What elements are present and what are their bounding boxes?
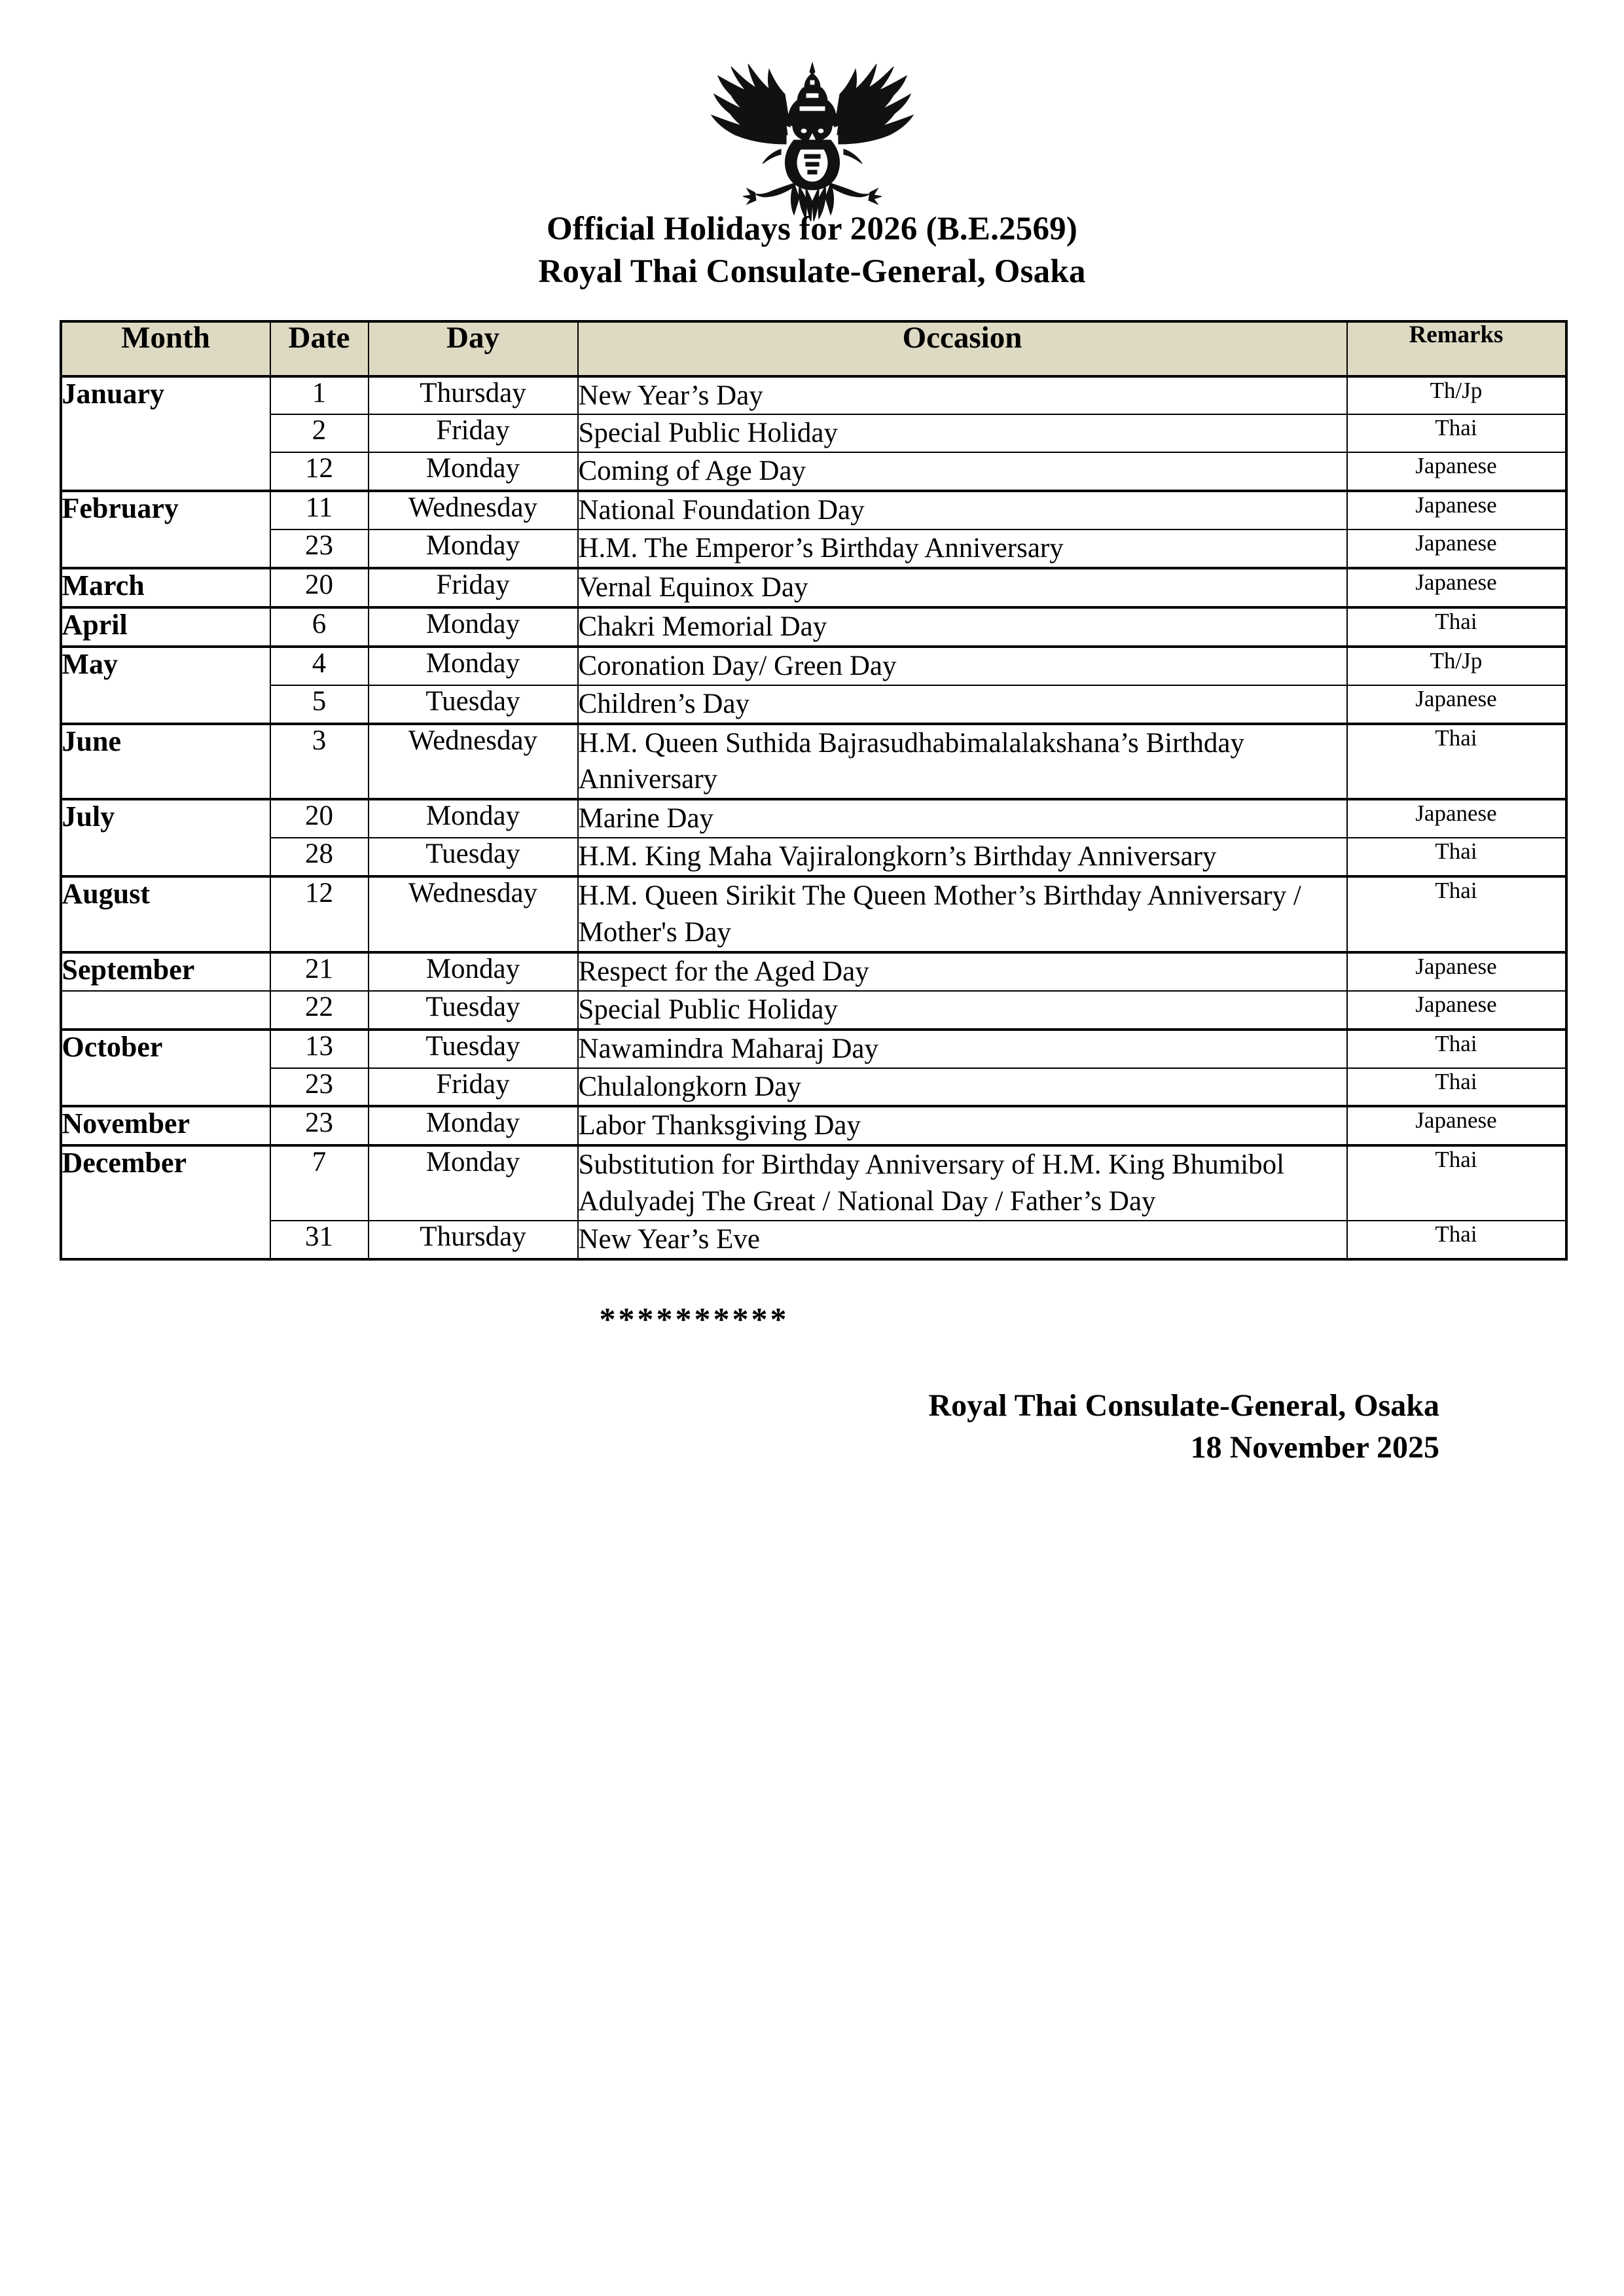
cell-occasion: H.M. King Maha Vajiralongkorn’s Birthday Anniversary <box>578 838 1347 876</box>
cell-occasion: Respect for the Aged Day <box>578 952 1347 991</box>
table-row <box>61 529 1566 568</box>
cell-month: November <box>61 1106 270 1145</box>
cell-day: Wednesday <box>369 491 578 529</box>
cell-day: Thursday <box>369 1221 578 1259</box>
table-row <box>61 607 1566 647</box>
cell-date: 13 <box>270 1030 369 1068</box>
holidays-table <box>60 320 1568 1261</box>
cell-occasion: Special Public Holiday <box>578 414 1347 452</box>
cell-remarks: Japanese <box>1347 491 1566 529</box>
table-row <box>61 952 1566 991</box>
cell-occasion: Coronation Day/ Green Day <box>578 647 1347 685</box>
table-row <box>61 838 1566 876</box>
cell-remarks: Thai <box>1347 724 1566 800</box>
cell-date: 23 <box>270 1106 369 1145</box>
cell-remarks: Japanese <box>1347 799 1566 838</box>
table-row <box>61 1068 1566 1107</box>
cell-date: 11 <box>270 491 369 529</box>
cell-remarks: Th/Jp <box>1347 376 1566 415</box>
cell-month: September <box>61 952 270 991</box>
cell-month <box>61 991 270 1030</box>
cell-day: Monday <box>369 1106 578 1145</box>
cell-day: Monday <box>369 647 578 685</box>
cell-month: February <box>61 491 270 568</box>
table-row <box>61 685 1566 724</box>
cell-date: 23 <box>270 1068 369 1107</box>
table-row <box>61 568 1566 607</box>
table-row <box>61 414 1566 452</box>
column-header-occasion: Occasion <box>578 321 1347 376</box>
cell-day: Thursday <box>369 376 578 415</box>
cell-remarks: Thai <box>1347 414 1566 452</box>
cell-day: Friday <box>369 1068 578 1107</box>
cell-remarks: Thai <box>1347 838 1566 876</box>
signature-date: 18 November 2025 <box>1190 1430 1439 1465</box>
table-row <box>61 491 1566 529</box>
cell-remarks: Japanese <box>1347 529 1566 568</box>
holidays-table-container <box>60 320 1565 1261</box>
cell-occasion: Nawamindra Maharaj Day <box>578 1030 1347 1068</box>
cell-occasion: New Year’s Eve <box>578 1221 1347 1259</box>
cell-occasion: H.M. The Emperor’s Birthday Anniversary <box>578 529 1347 568</box>
cell-occasion: Chulalongkorn Day <box>578 1068 1347 1107</box>
table-row <box>61 1145 1566 1221</box>
title-line-1: Official Holidays for 2026 (B.E.2569) <box>546 211 1078 247</box>
cell-day: Friday <box>369 568 578 607</box>
table-row <box>61 647 1566 685</box>
cell-date: 12 <box>270 452 369 491</box>
cell-remarks: Thai <box>1347 876 1566 952</box>
table-row <box>61 1221 1566 1259</box>
cell-occasion: Marine Day <box>578 799 1347 838</box>
cell-date: 12 <box>270 876 369 952</box>
cell-day: Monday <box>369 607 578 647</box>
table-header <box>61 321 1566 376</box>
signature-block <box>0 1385 1624 1469</box>
column-header-day: Day <box>369 321 578 376</box>
cell-occasion: Vernal Equinox Day <box>578 568 1347 607</box>
cell-date: 22 <box>270 991 369 1030</box>
cell-occasion: National Foundation Day <box>578 491 1347 529</box>
title-line-2: Royal Thai Consulate-General, Osaka <box>538 253 1086 291</box>
cell-remarks: Japanese <box>1347 452 1566 491</box>
cell-remarks: Thai <box>1347 1068 1566 1107</box>
cell-occasion: H.M. Queen Sirikit The Queen Mother’s Birthday Anniversary / Mother's Day <box>578 876 1347 952</box>
emblem-container <box>0 0 1624 196</box>
cell-remarks: Japanese <box>1347 1106 1566 1145</box>
cell-day: Monday <box>369 1145 578 1221</box>
cell-date: 6 <box>270 607 369 647</box>
cell-occasion: Coming of Age Day <box>578 452 1347 491</box>
cell-day: Tuesday <box>369 685 578 724</box>
cell-date: 21 <box>270 952 369 991</box>
cell-occasion: Special Public Holiday <box>578 991 1347 1030</box>
cell-month: June <box>61 724 270 800</box>
cell-month: April <box>61 607 270 647</box>
column-header-remarks: Remarks <box>1347 321 1566 376</box>
cell-occasion: Substitution for Birthday Anniversary of H.M. King Bhumibol Adulyadej The Great / National Day / Father’s Day <box>578 1145 1347 1221</box>
cell-occasion: Children’s Day <box>578 685 1347 724</box>
cell-month: January <box>61 376 270 492</box>
column-header-month: Month <box>61 321 270 376</box>
cell-day: Monday <box>369 529 578 568</box>
cell-remarks: Thai <box>1347 1221 1566 1259</box>
table-row <box>61 991 1566 1030</box>
cell-month: December <box>61 1145 270 1259</box>
table-row <box>61 799 1566 838</box>
column-header-date: Date <box>270 321 369 376</box>
garuda-emblem <box>701 58 924 228</box>
cell-occasion: Labor Thanksgiving Day <box>578 1106 1347 1145</box>
cell-day: Monday <box>369 799 578 838</box>
document-title <box>0 208 1624 294</box>
cell-occasion: New Year’s Day <box>578 376 1347 415</box>
cell-remarks: Japanese <box>1347 685 1566 724</box>
table-row <box>61 376 1566 415</box>
signature-office: Royal Thai Consulate-General, Osaka <box>928 1388 1439 1424</box>
table-row <box>61 876 1566 952</box>
cell-occasion: H.M. Queen Suthida Bajrasudhabimalalakshana’s Birthday Anniversary <box>578 724 1347 800</box>
cell-month: July <box>61 799 270 876</box>
cell-date: 20 <box>270 568 369 607</box>
cell-date: 20 <box>270 799 369 838</box>
cell-date: 5 <box>270 685 369 724</box>
cell-day: Wednesday <box>369 724 578 800</box>
table-body <box>61 376 1566 1259</box>
cell-day: Monday <box>369 452 578 491</box>
cell-day: Wednesday <box>369 876 578 952</box>
cell-remarks: Th/Jp <box>1347 647 1566 685</box>
table-row <box>61 452 1566 491</box>
cell-remarks: Thai <box>1347 607 1566 647</box>
table-header-row <box>61 321 1566 376</box>
cell-day: Tuesday <box>369 838 578 876</box>
cell-date: 23 <box>270 529 369 568</box>
cell-day: Tuesday <box>369 991 578 1030</box>
cell-date: 1 <box>270 376 369 415</box>
cell-month: August <box>61 876 270 952</box>
cell-day: Tuesday <box>369 1030 578 1068</box>
cell-remarks: Thai <box>1347 1030 1566 1068</box>
cell-day: Monday <box>369 952 578 991</box>
table-row <box>61 1106 1566 1145</box>
cell-month: May <box>61 647 270 724</box>
cell-date: 28 <box>270 838 369 876</box>
cell-date: 4 <box>270 647 369 685</box>
cell-date: 31 <box>270 1221 369 1259</box>
cell-remarks: Japanese <box>1347 568 1566 607</box>
cell-date: 2 <box>270 414 369 452</box>
cell-occasion: Chakri Memorial Day <box>578 607 1347 647</box>
table-row <box>61 1030 1566 1068</box>
cell-month: October <box>61 1030 270 1107</box>
cell-remarks: Japanese <box>1347 991 1566 1030</box>
cell-day: Friday <box>369 414 578 452</box>
cell-remarks: Japanese <box>1347 952 1566 991</box>
cell-remarks: Thai <box>1347 1145 1566 1221</box>
cell-month: March <box>61 568 270 607</box>
cell-date: 7 <box>270 1145 369 1221</box>
cell-date: 3 <box>270 724 369 800</box>
table-row <box>61 724 1566 800</box>
footer-separator: ********** <box>599 1300 789 1338</box>
